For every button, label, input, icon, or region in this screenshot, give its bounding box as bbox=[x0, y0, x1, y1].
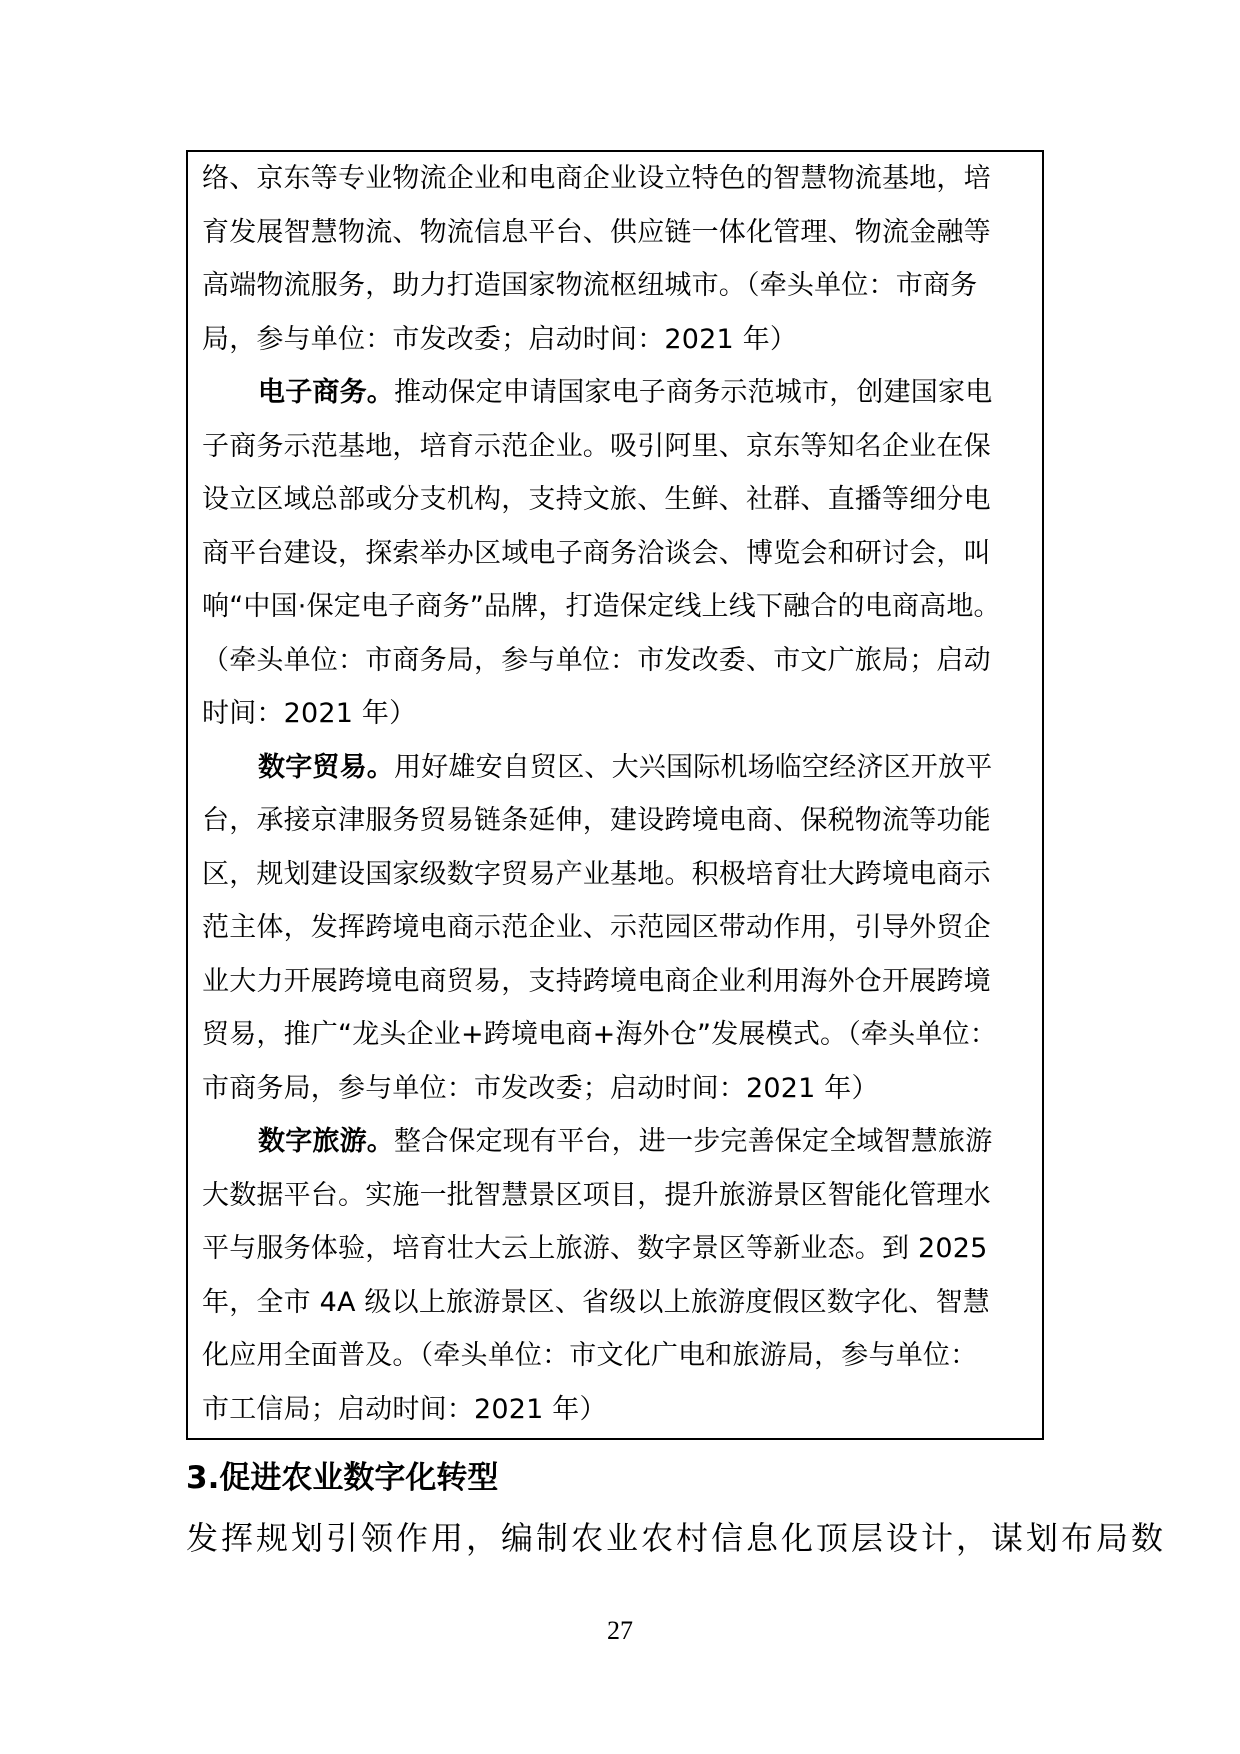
line-text: 推动保定申请国家电子商务示范城市，创建国家电 bbox=[394, 377, 993, 408]
subsection-line bbox=[258, 741, 992, 795]
content-box bbox=[186, 150, 1044, 1440]
box-text-line bbox=[202, 1222, 988, 1276]
box-text-line bbox=[202, 473, 991, 527]
line-text: （牵头单位：市商务局，参与单位：市发改委、市文广旅局；启动 bbox=[202, 644, 991, 676]
box-text-line bbox=[202, 1329, 977, 1383]
line-text: 整合保定现有平台，进一步完善保定全域智慧旅游 bbox=[394, 1126, 993, 1157]
line-text: 年，全市 4A 级以上旅游景区、省级以上旅游度假区数字化、智慧 bbox=[202, 1286, 991, 1318]
box-text-line bbox=[202, 1062, 879, 1116]
line-text: 高端物流服务，助力打造国家物流枢纽城市。（牵头单位：市商务 bbox=[202, 270, 978, 301]
line-text: 育发展智慧物流、物流信息平台、供应链一体化管理、物流金融等 bbox=[202, 216, 991, 248]
box-text-line bbox=[202, 1008, 997, 1062]
line-text: 局，参与单位：市发改委；启动时间：2021 年） bbox=[202, 323, 798, 355]
section-heading: 3.促进农业数字化转型 bbox=[186, 1460, 499, 1496]
line-text: 区，规划建设国家级数字贸易产业基地。积极培育壮大跨境电商示 bbox=[202, 858, 991, 890]
subsection-title: 数字旅游。 bbox=[258, 1126, 394, 1157]
line-text: 市工信局；启动时间：2021 年） bbox=[202, 1393, 607, 1425]
page-number: 27 bbox=[607, 1616, 633, 1645]
subsection-title: 数字贸易。 bbox=[258, 751, 394, 783]
line-text: 商平台建设，探索举办区域电子商务洽谈会、博览会和研讨会，叫 bbox=[202, 537, 991, 569]
box-text-line bbox=[202, 206, 991, 260]
line-text: 平与服务体验，培育壮大云上旅游、数字景区等新业态。到 2025 bbox=[202, 1233, 988, 1264]
box-text-line bbox=[202, 1169, 991, 1223]
box-text-line bbox=[202, 527, 991, 581]
line-text: 响“中国·保定电子商务”品牌，打造保定线上线下融合的电商高地。 bbox=[202, 591, 1001, 622]
box-text-line bbox=[202, 687, 416, 741]
line-text: 络、京东等专业物流企业和电商企业设立特色的智慧物流基地，培 bbox=[202, 163, 991, 194]
line-text: 时间：2021 年） bbox=[202, 698, 417, 729]
subsection-line bbox=[258, 1115, 992, 1169]
box-text-line bbox=[202, 259, 977, 313]
box-text-line bbox=[202, 634, 991, 688]
line-text: 范主体，发挥跨境电商示范企业、示范园区带动作用，引导外贸企 bbox=[202, 912, 991, 943]
box-text-line bbox=[202, 955, 991, 1009]
line-text: 贸易，推广“龙头企业+跨境电商+海外仓”发展模式。（牵头单位： bbox=[202, 1019, 997, 1050]
box-text-line bbox=[202, 794, 991, 848]
box-text-line bbox=[202, 848, 991, 902]
line-text: 子商务示范基地，培育示范企业。吸引阿里、京东等知名企业在保 bbox=[202, 430, 991, 462]
box-text-line bbox=[202, 420, 991, 474]
body-paragraph: 发挥规划引领作用，编制农业农村信息化顶层设计，谋划布局数 bbox=[186, 1519, 1167, 1557]
subsection-title: 电子商务。 bbox=[258, 377, 394, 408]
line-text: 化应用全面普及。（牵头单位：市文化广电和旅游局，参与单位： bbox=[202, 1340, 978, 1371]
box-text-line bbox=[202, 580, 1001, 634]
line-text: 大数据平台。实施一批智慧景区项目，提升旅游景区智能化管理水 bbox=[202, 1179, 991, 1211]
box-text-line bbox=[202, 152, 991, 206]
box-text-line bbox=[202, 901, 991, 955]
subsection-line bbox=[258, 366, 992, 420]
line-text: 业大力开展跨境电商贸易，支持跨境电商企业利用海外仓开展跨境 bbox=[202, 965, 991, 997]
box-text-line bbox=[202, 1276, 990, 1330]
line-text: 用好雄安自贸区、大兴国际机场临空经济区开放平 bbox=[394, 751, 993, 783]
line-text: 设立区域总部或分支机构，支持文旅、生鲜、社群、直播等细分电 bbox=[202, 484, 991, 515]
line-text: 台，承接京津服务贸易链条延伸，建设跨境电商、保税物流等功能 bbox=[202, 805, 991, 836]
line-text: 市商务局，参与单位：市发改委；启动时间：2021 年） bbox=[202, 1072, 879, 1104]
box-text-line bbox=[202, 313, 797, 367]
box-text-line bbox=[202, 1383, 607, 1437]
